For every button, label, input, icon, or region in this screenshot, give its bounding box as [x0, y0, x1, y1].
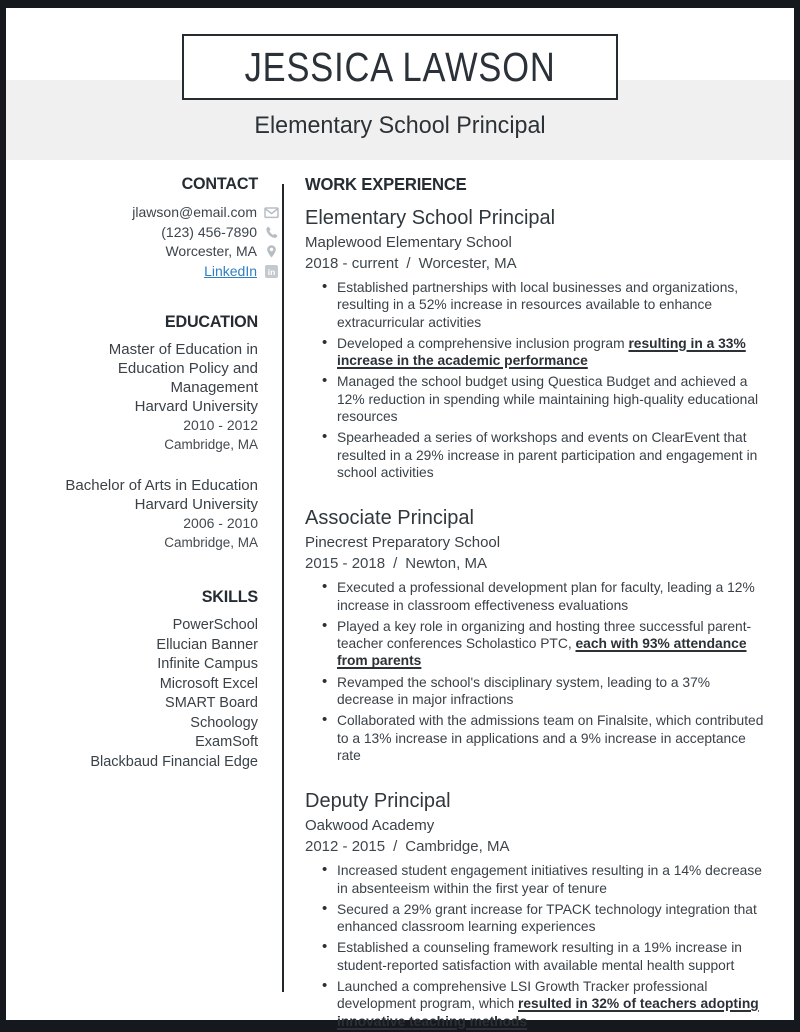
job-title: Associate Principal	[305, 507, 474, 530]
contact-heading: CONTACT	[181, 174, 258, 193]
job-bullet-list	[305, 279, 768, 481]
emphasized-text: resulting in a 33% increase in the academic performance	[337, 335, 746, 369]
work-experience-section	[284, 160, 794, 1029]
job-bullet: • Developed a comprehensive inclusion program resulting in a 33% increase in the academic performance	[305, 335, 768, 370]
job-bullet: • Executed a professional development plan for faculty, leading a 12% increase in classroom effectiveness evaluations	[305, 579, 768, 614]
education-heading: EDUCATION	[164, 312, 258, 331]
education-location: Cambridge, MA	[164, 437, 258, 452]
job-dates: 2012 - 2015	[305, 838, 386, 856]
job-location: Cambridge, MA	[405, 838, 510, 856]
job-bullet: • Played a key role in organizing and hosting three successful parent-teacher conferences Scholastico PTC, each with 93% attendance from parents	[305, 618, 768, 670]
job-title: Deputy Principal	[305, 790, 451, 813]
degree: Bachelor of Arts in Education	[65, 477, 258, 494]
left-sidebar	[6, 160, 282, 1020]
job-bullet-list	[305, 862, 768, 1030]
education-dates: 2010 - 2012	[183, 417, 258, 433]
envelope-icon	[264, 205, 279, 220]
emphasized-text: each with 93% attendance from parents	[337, 636, 747, 669]
job-bullet: • Secured a 29% grant increase for TPACK technology integration that enhanced classroom learning experiences	[305, 901, 768, 936]
phone-icon	[264, 225, 279, 240]
contact-email: jlawson@email.com	[132, 204, 257, 220]
job-bullet: • Launched a comprehensive LSI Growth Tracker professional development program, which resulted in 32% of teachers adopting innovative teaching methods	[305, 978, 768, 1030]
job-dates: 2015 - 2018	[305, 555, 386, 573]
job-company: Oakwood Academy	[305, 817, 435, 835]
name-box	[182, 34, 618, 100]
contact-linkedin-row	[44, 262, 279, 282]
skill-item: Schoology	[190, 714, 258, 731]
job-entry	[305, 206, 768, 481]
education-entry	[44, 340, 258, 454]
education-entry	[44, 476, 258, 552]
location-pin-icon	[264, 244, 279, 259]
education-location: Cambridge, MA	[164, 535, 258, 550]
skills-heading: SKILLS	[201, 587, 258, 606]
job-bullet: • Established a counseling framework resulting in a 19% increase in student-reported satisfaction with available mental health support	[305, 939, 768, 974]
job-bullet: • Collaborated with the admissions team on Finalsite, which contributed to a 13% increase in applications and a 9% increase in acceptance rate	[305, 712, 768, 764]
job-dates: 2018 - current	[305, 255, 399, 272]
contact-phone-row	[44, 223, 279, 243]
job-dates-location	[305, 253, 768, 274]
work-experience-heading: WORK EXPERIENCE	[305, 174, 467, 194]
degree: Master of Education in Education Policy and Management	[108, 341, 258, 396]
job-entry	[305, 789, 768, 1030]
school: Harvard University	[134, 496, 258, 513]
job-bullet-list	[305, 579, 768, 764]
skill-item: ExamSoft	[195, 734, 258, 750]
job-entry	[305, 506, 768, 764]
contact-phone: (123) 456-7890	[161, 223, 257, 240]
job-bullet: • Managed the school budget using Questica Budget and achieved a 12% reduction in spending while maintaining high-quality educational resources	[305, 373, 768, 425]
school: Harvard University	[134, 398, 258, 415]
header	[6, 8, 794, 160]
skill-item: PowerSchool	[172, 617, 258, 633]
skill-item: Microsoft Excel	[159, 675, 258, 692]
person-name: JESSICA LAWSON	[244, 43, 556, 90]
emphasized-text: resulted in 32% of teachers adopting innovative teaching methods	[337, 996, 759, 1029]
job-dates-location	[305, 553, 768, 574]
linkedin-icon	[264, 264, 279, 279]
linkedin-link[interactable]: LinkedIn	[204, 262, 257, 279]
job-bullet: • Increased student engagement initiatives resulting in a 14% decrease in absenteeism within the first year of tenure	[305, 862, 768, 897]
dates-location-separator: /	[393, 838, 398, 856]
contact-location: Worcester, MA	[165, 243, 257, 259]
education-dates: 2006 - 2010	[183, 515, 258, 531]
skill-item: Ellucian Banner	[156, 636, 258, 653]
skill-item: Blackbaud Financial Edge	[90, 753, 258, 770]
job-company: Maplewood Elementary School	[305, 234, 512, 251]
job-location: Worcester, MA	[418, 255, 517, 272]
skill-item: SMART Board	[165, 695, 258, 711]
job-dates-location	[305, 836, 768, 857]
job-company: Pinecrest Preparatory School	[305, 534, 501, 552]
skill-item: Infinite Campus	[157, 656, 258, 672]
dates-location-separator: /	[393, 555, 398, 573]
svg-text:in: in	[267, 266, 276, 277]
contact-location-row	[44, 242, 279, 262]
job-bullet: • Established partnerships with local businesses and organizations, resulting in a 52% increase in resources available to enhance extracurricular activities	[305, 279, 768, 331]
job-bullet: • Spearheaded a series of workshops and events on ClearEvent that resulted in a 29% increase in parent participation and engagement in school activities	[305, 429, 768, 481]
job-title: Elementary School Principal	[305, 207, 556, 229]
dates-location-separator: /	[406, 255, 411, 272]
job-bullet: • Revamped the school's disciplinary system, leading to a 37% decrease in major infractions	[305, 674, 768, 709]
job-location: Newton, MA	[405, 555, 487, 573]
contact-email-row	[44, 203, 279, 223]
person-job-title: Elementary School Principal	[254, 112, 546, 139]
content	[6, 160, 794, 1029]
